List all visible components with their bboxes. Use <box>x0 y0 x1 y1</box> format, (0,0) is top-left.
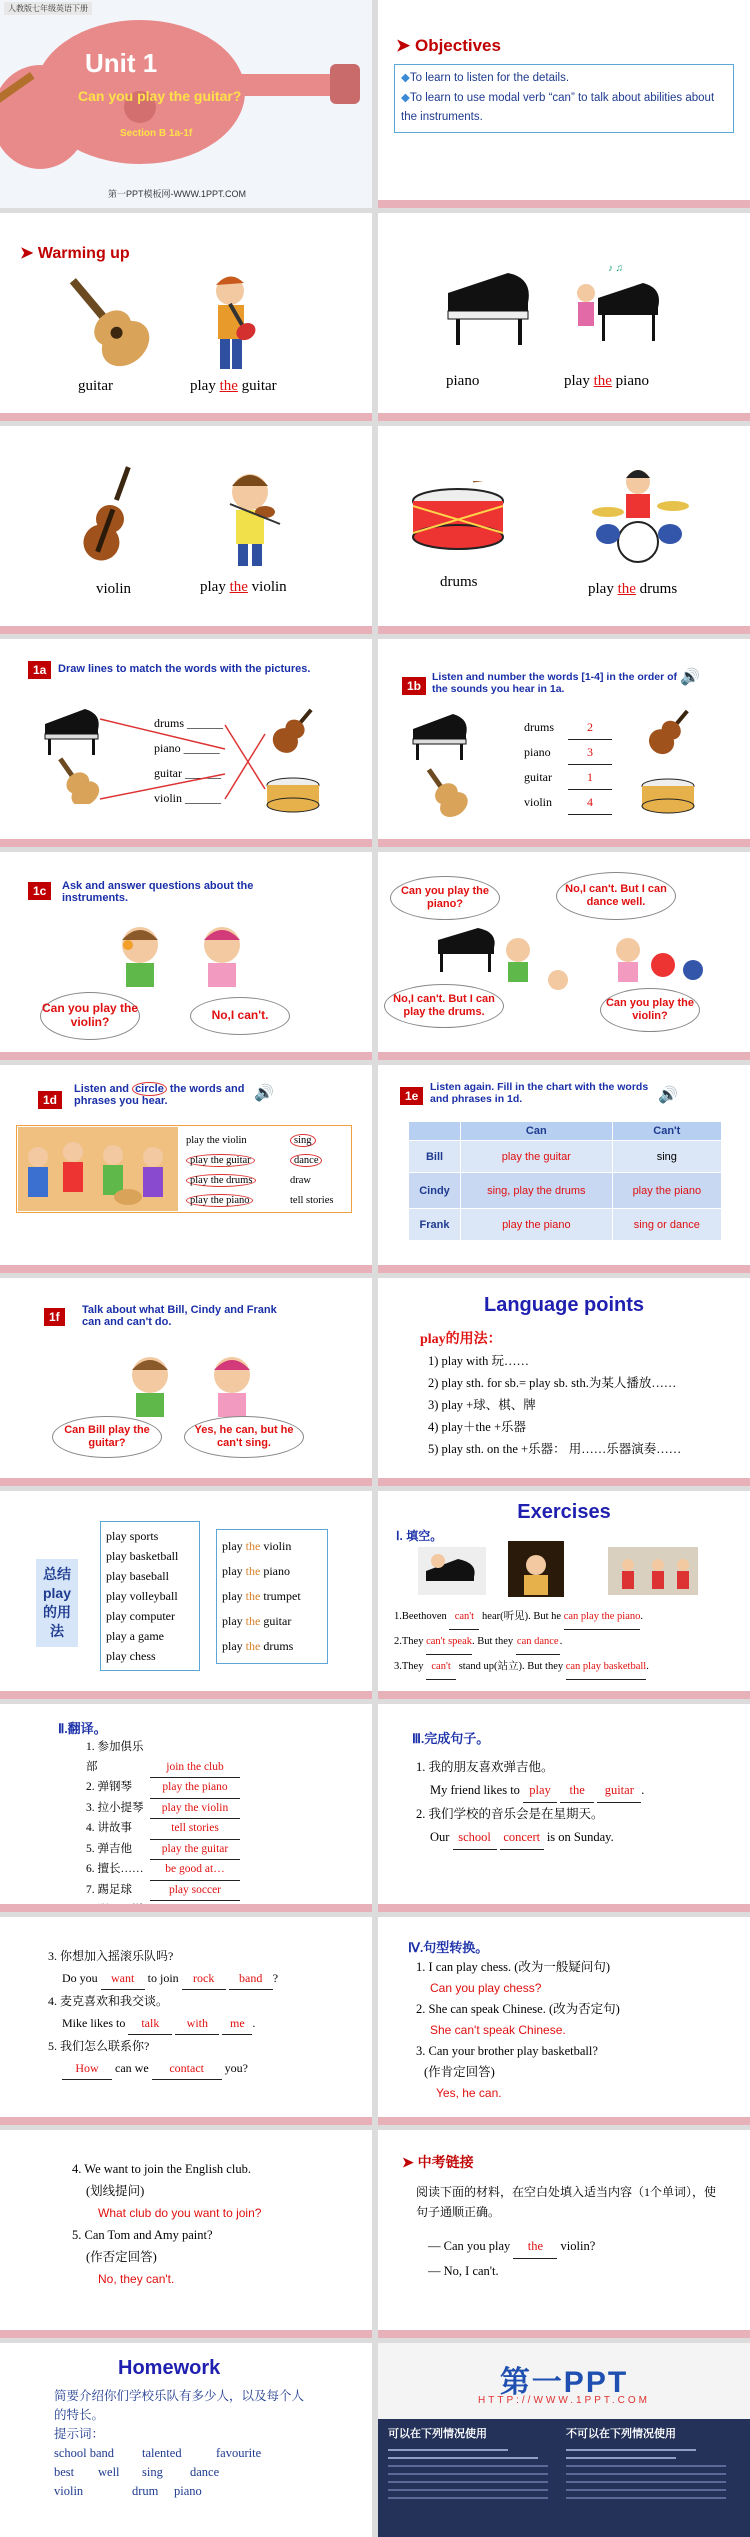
homework-prompt: 简要介绍你们学校乐队有多少人，以及每个人的特长。 <box>54 2389 305 2422</box>
complete-a2: Our school concert is on Sunday. <box>416 1826 644 1850</box>
answer-1b-1: piano 3 <box>524 740 612 765</box>
zhongkao-line-2: — No, I can't. <box>428 2264 499 2278</box>
girl-violin-icon <box>210 464 290 574</box>
slide-1a[interactable] <box>0 639 372 847</box>
slide-dialogues[interactable] <box>378 852 750 1060</box>
complete-a1: My friend likes to play the guitar . <box>416 1779 644 1803</box>
forbidden-lines <box>566 2443 736 2535</box>
transform-q4: 4. We want to join the English club. <box>72 2162 251 2176</box>
drum-icon <box>403 481 513 561</box>
word-guitar: guitar <box>78 378 113 394</box>
sports-3: play volleyball <box>106 1589 178 1603</box>
translation-list <box>86 1738 240 1912</box>
transform-q2: 2. She can speak Chinese. (改为否定句) <box>416 2002 620 2016</box>
piano-icon <box>438 253 538 353</box>
part-1-label: Ⅰ. 填空。 <box>396 1529 443 1543</box>
slide-transformation[interactable] <box>378 1917 750 2125</box>
zhongkao-dialogue <box>428 2234 595 2283</box>
bubble-1: Can you play the piano? <box>390 876 500 920</box>
word-list-1d <box>290 1131 333 1211</box>
homework-words: school band talented favourite best well sing dance violin drum piano <box>54 2446 262 2498</box>
chart-bill-can: play the guitar <box>461 1141 613 1173</box>
word-drums: drums <box>440 574 478 590</box>
chart-name-cindy: Cindy <box>409 1173 461 1209</box>
sports-box <box>100 1521 200 1671</box>
phrase-play-the-drums: play the drums <box>588 581 678 597</box>
slide-complete-sentences-2[interactable] <box>0 1917 372 2125</box>
slide-objectives[interactable] <box>378 0 750 208</box>
phrase-1d-3: play the piano <box>186 1191 256 1211</box>
chart-cindy-can: sing, play the drums <box>461 1173 613 1209</box>
exercise-tag-1f: 1f <box>44 1308 65 1326</box>
instrument-3: play the guitar <box>222 1614 292 1628</box>
guitar-icon <box>55 269 155 369</box>
complete-list-2 <box>48 1945 278 2080</box>
word-1a-1: piano ______ <box>154 741 220 755</box>
phrase-play-the-piano: play the piano <box>564 373 649 389</box>
complete-q1: 1. 我的朋友喜欢弹吉他。 <box>416 1760 554 1774</box>
sports-4: play computer <box>106 1609 175 1623</box>
slide-summary[interactable] <box>0 1491 372 1699</box>
chart-cindy-cant: play the piano <box>612 1173 721 1209</box>
transform-q5: 5. Can Tom and Amy paint? <box>72 2228 213 2242</box>
fill-line-3: 3.They can't stand up(站立). But they can play basketball. <box>394 1655 744 1680</box>
chart-frank-cant: sing or dance <box>612 1209 721 1241</box>
objective-1: ◆To learn to listen for the details. <box>401 72 570 84</box>
exercise-tag-1d: 1d <box>38 1091 62 1109</box>
fill-blanks <box>394 1605 744 1680</box>
fill-line-1: 1.Beethoven can't hear(听见). But he can play the piano. <box>394 1605 744 1630</box>
slide-warming-piano[interactable] <box>378 213 750 421</box>
section-label: Section B 1a-1f <box>120 128 193 139</box>
phrase-1d-1: play the guitar <box>186 1151 256 1171</box>
complete-q4: 4. 麦克喜欢和我交谈。 <box>48 1994 169 2008</box>
transform-q5-note: (作否定回答) <box>86 2250 157 2264</box>
instruction-1e: Listen again. Fill in the chart with the words and phrases in 1d. <box>430 1081 649 1105</box>
slide-1b[interactable] <box>378 639 750 847</box>
complete-q5: 5. 我们怎么联系你? <box>48 2039 150 2053</box>
kids-icon-1f <box>120 1350 270 1420</box>
sports-1: play basketball <box>106 1549 179 1563</box>
match-lines <box>0 639 372 847</box>
transform-q4-note: (划线提问) <box>86 2184 145 2198</box>
slide-language-points[interactable] <box>378 1278 750 1486</box>
translation-2: 2. 弹钢琴 play the piano <box>86 1778 240 1799</box>
instruction-1c: Ask and answer questions about the instruments. <box>62 880 254 904</box>
word-violin: violin <box>96 581 132 597</box>
slide-warming-violin[interactable] <box>0 426 372 634</box>
violin-icon <box>80 464 140 574</box>
allowed-heading: 可以在下列情况使用 <box>388 2428 487 2440</box>
instruction-1b: Listen and number the words [1-4] in the order of the sounds you hear in 1a. <box>432 671 678 695</box>
zhongkao-instruction: 阅读下面的材料，在空白处填入适当内容（1个单词），使句子通顺正确。 <box>416 2185 717 2219</box>
band-picture <box>18 1127 178 1211</box>
play-usage-2: 2) play sth. for sb.= play sb. sth.为某人播放…… <box>428 1376 677 1390</box>
instruments-box <box>216 1529 328 1664</box>
part-3-label: Ⅲ.完成句子。 <box>412 1731 490 1746</box>
phrase-1d-0: play the violin <box>186 1135 247 1146</box>
slide-transformation-2[interactable] <box>0 2130 372 2338</box>
phrase-play-the-violin: play the violin <box>200 579 287 595</box>
word-1a-2: guitar ______ <box>154 766 221 780</box>
word-1d-2: draw <box>290 1175 311 1186</box>
exercises-heading: Exercises <box>517 1501 611 1523</box>
answer-list-1b <box>524 715 612 815</box>
fill-line-2: 2.They can't speak. But they can dance. <box>394 1630 744 1655</box>
complete-list-1 <box>416 1756 644 1850</box>
play-usage-sub: play的用法： <box>420 1332 502 1347</box>
instruction-1f: Talk about what Bill, Cindy and Frank can and can't do. <box>82 1304 277 1328</box>
transform-a3: Yes, he can. <box>436 2086 502 2100</box>
sports-2: play baseball <box>106 1569 169 1583</box>
play-usage-5: 5) play sth. on the +乐器： 用……乐器演奏…… <box>428 1442 682 1456</box>
slide-warming-guitar[interactable] <box>0 213 372 421</box>
chart-head-can: Can <box>461 1122 613 1141</box>
brand-logo: 第一PPT <box>499 2366 629 2399</box>
instruction-1d: Listen and circle the words and phrases you hear. <box>74 1083 245 1107</box>
boy-guitar-icon <box>200 269 280 379</box>
bubble-question-1c: Can you play the violin? <box>40 992 140 1040</box>
play-usage-4: 4) play＋the +乐器 <box>428 1420 527 1434</box>
homework-text <box>54 2387 314 2501</box>
exercise-tag-1e: 1e <box>400 1087 423 1105</box>
slide-branding[interactable] <box>378 2343 750 2537</box>
instruments-left-icons-1b <box>408 699 488 819</box>
complete-a5: How can we contact you? <box>48 2057 278 2080</box>
slide-1f[interactable] <box>0 1278 372 1486</box>
chart-name-frank: Frank <box>409 1209 461 1241</box>
brand-url[interactable]: HTTP://WWW.1PPT.COM <box>478 2395 650 2406</box>
speaker-icon-1e[interactable]: 🔊 <box>658 1087 678 1104</box>
transformation-list-2 <box>72 2158 261 2290</box>
bubble-answer-1c: No,I can't. <box>190 997 290 1035</box>
answer-1b-3: violin 4 <box>524 790 612 815</box>
bubble-3: No,I can't. But I can play the drums. <box>384 984 504 1028</box>
transform-a4: What club do you want to join? <box>98 2206 262 2220</box>
translation-3: 3. 拉小提琴 play the violin <box>86 1799 240 1820</box>
bubble-answer-1f: Yes, he can, but he can't sing. <box>184 1416 304 1458</box>
transform-q3-note: (作肯定回答) <box>424 2065 495 2079</box>
transform-q3: 3. Can your brother play basketball? <box>416 2044 598 2058</box>
part-2-label: Ⅱ.翻译。 <box>58 1721 107 1736</box>
chart-bill-cant: sing <box>612 1141 721 1173</box>
exercise-tag-1a: 1a <box>28 661 51 679</box>
translation-4: 4. 讲故事 tell stories <box>86 1819 240 1840</box>
unit-title: Unit 1 <box>85 48 158 78</box>
answer-1b-2: guitar 1 <box>524 765 612 790</box>
translation-7: 7. 踢足球 play soccer <box>86 1881 240 1902</box>
footer-text: 第一PPT模板网-WWW.1PPT.COM <box>108 189 246 199</box>
slide-1c[interactable] <box>0 852 372 1060</box>
sports-5: play a game <box>106 1629 164 1643</box>
transform-a5: No, they can't. <box>98 2272 175 2286</box>
complete-a3: Do you want to join rock band ? <box>48 1967 278 1990</box>
slide-zhongkao[interactable] <box>378 2130 750 2338</box>
guitar-body-icon <box>0 12 372 202</box>
girl-piano-icon <box>568 253 668 353</box>
language-points-heading: Language points <box>484 1294 644 1316</box>
homework-hint-label: 提示词： <box>54 2427 105 2441</box>
slide-1e[interactable] <box>378 1065 750 1273</box>
zhongkao-heading: ➤ 中考链接 <box>402 2154 474 2170</box>
objective-2: ◆To learn to use modal verb “can” to talk about abilities about the instruments. <box>401 91 715 124</box>
slide-homework[interactable] <box>0 2343 372 2537</box>
chart-head-cant: Can't <box>612 1122 721 1141</box>
word-1d-3: tell stories <box>290 1195 334 1206</box>
objectives-heading: ➤ Objectives <box>396 36 501 55</box>
play-usage-list <box>428 1350 681 1460</box>
play-usage-3: 3) play +球、棋、牌 <box>428 1398 536 1412</box>
transform-a1: Can you play chess? <box>430 1981 542 1995</box>
word-1d-0: sing <box>290 1131 333 1151</box>
speaker-icon[interactable]: 🔊 <box>680 669 700 686</box>
exercise-pictures <box>418 1541 718 1597</box>
part-4-label: Ⅳ.句型转换。 <box>408 1940 489 1955</box>
chart-frank-can: play the piano <box>461 1209 613 1241</box>
publisher-label: 人教版七年级英语下册 <box>4 2 92 15</box>
slide-exercises-1[interactable] <box>378 1491 750 1699</box>
complete-q2: 2. 我们学校的音乐会是在星期天。 <box>416 1807 604 1821</box>
speaker-icon-1d[interactable]: 🔊 <box>254 1085 274 1102</box>
answer-1b-0: drums 2 <box>524 715 612 740</box>
lesson-title: Can you play the guitar? <box>78 88 242 104</box>
forbidden-heading: 不可以在下列情况使用 <box>566 2428 676 2440</box>
allowed-lines <box>388 2443 558 2535</box>
complete-q3: 3. 你想加入摇滚乐队吗? <box>48 1949 174 1963</box>
slide-warming-drums[interactable] <box>378 426 750 634</box>
bubble-4: Can you play the violin? <box>600 988 700 1032</box>
objectives-box <box>394 64 734 133</box>
boy-drums-icon <box>578 462 698 572</box>
word-1a-3: violin ______ <box>154 791 222 805</box>
instruction-1a: Draw lines to match the words with the pictures. <box>58 663 311 675</box>
phrase-list-1d <box>186 1131 256 1211</box>
instruments-right-icons-1b <box>628 704 728 834</box>
instrument-0: play the violin <box>222 1539 292 1553</box>
warming-heading: ➤ Warming up <box>20 245 130 262</box>
instrument-2: play the trumpet <box>222 1589 301 1603</box>
slide-1d[interactable] <box>0 1065 372 1273</box>
slide-translation[interactable] <box>0 1704 372 1912</box>
complete-a4: Mike likes to talk with me . <box>48 2012 278 2035</box>
summary-label: 总结play的用法 <box>36 1559 78 1647</box>
chart-table-1e <box>408 1121 722 1241</box>
instrument-1: play the piano <box>222 1564 291 1578</box>
translation-5: 5. 弹吉他 play the guitar <box>86 1840 240 1861</box>
word-1d-1: dance <box>290 1151 333 1171</box>
word-1a-0: drums ______ <box>154 716 223 730</box>
phrase-play-the-guitar: play the guitar <box>190 378 277 394</box>
exercise-tag-1c: 1c <box>28 882 51 900</box>
sports-0: play sports <box>106 1529 159 1543</box>
slide-title[interactable] <box>0 0 372 208</box>
transformation-list <box>416 1957 620 2104</box>
word-piano: piano <box>446 373 480 389</box>
instrument-4: play the drums <box>222 1639 294 1653</box>
homework-heading: Homework <box>118 2357 221 2379</box>
translation-6: 6. 擅长…… be good at… <box>86 1860 240 1881</box>
svg-text:♪ ♫: ♪ ♫ <box>608 263 623 274</box>
translation-1: 1. 参加俱乐部 join the club <box>86 1738 240 1778</box>
chart-corner <box>409 1122 461 1141</box>
exercise-tag-1b: 1b <box>402 677 426 695</box>
zhongkao-line-1: — Can you play the violin? <box>428 2234 595 2259</box>
play-usage-1: 1) play with 玩…… <box>428 1354 530 1368</box>
phrase-1d-2: play the drums <box>186 1171 256 1191</box>
transform-a2: She can't speak Chinese. <box>430 2023 566 2037</box>
kids-icon <box>110 920 260 990</box>
sports-6: play chess <box>106 1649 156 1663</box>
chart-name-bill: Bill <box>409 1141 461 1173</box>
slide-complete-sentences[interactable] <box>378 1704 750 1912</box>
bubble-2: No,I can't. But I can dance well. <box>556 872 676 920</box>
bubble-question-1f: Can Bill play the guitar? <box>52 1416 162 1458</box>
transform-q1: 1. I can play chess. (改为一般疑问句) <box>416 1960 611 1974</box>
